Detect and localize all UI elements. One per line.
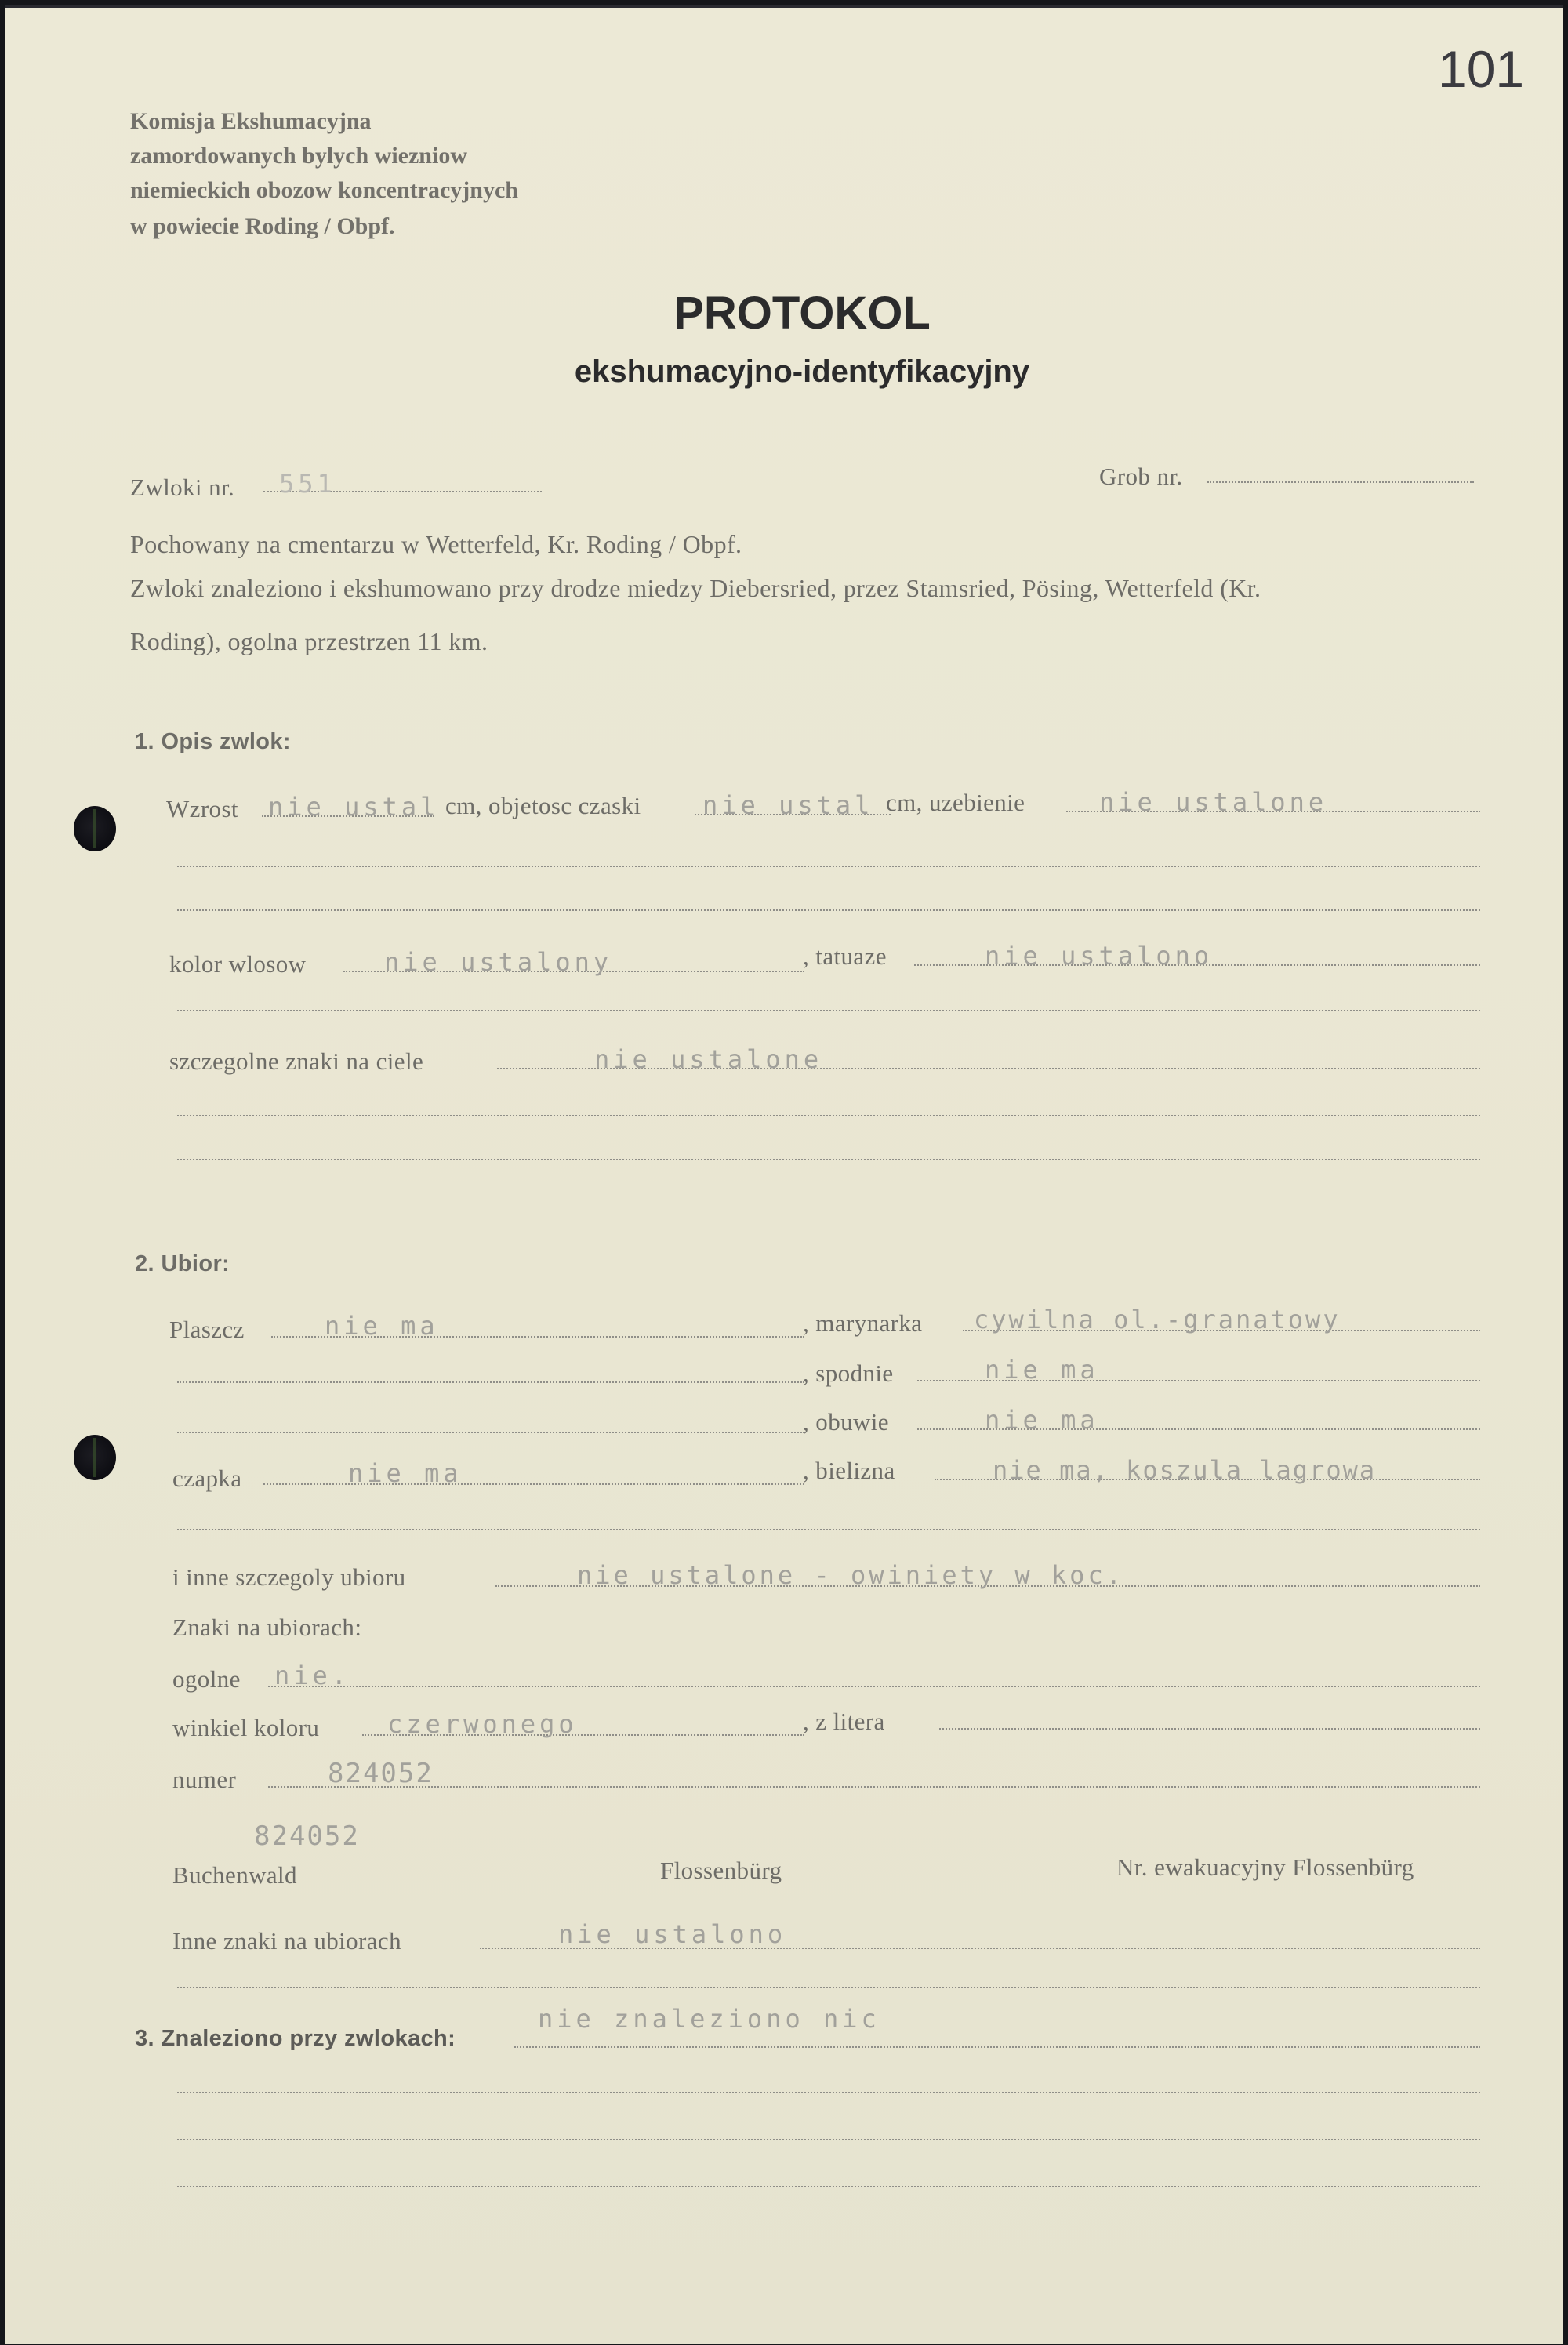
inne-value: nie ustalone - owiniety w koc. [577, 1560, 1124, 1590]
spodnie-value: nie ma [985, 1355, 1099, 1385]
winkiel-label: winkiel koloru [172, 1714, 320, 1741]
uzebienie-label: cm, uzebienie [886, 789, 1025, 816]
cm-label: cm, objetosc czaski [445, 792, 641, 819]
blank-line-7 [177, 1432, 804, 1433]
marynarka-label: , marynarka [803, 1309, 923, 1337]
blank-line-4 [177, 1115, 1480, 1116]
ogolne-value: nie. [274, 1661, 351, 1690]
numer-field-line [268, 1786, 1480, 1788]
flossenburg-label: Flossenbürg [660, 1857, 782, 1884]
obuwie-value: nie ma [985, 1405, 1099, 1435]
buchenwald-label: Buchenwald [172, 1861, 297, 1889]
ogolne-label: ogolne [172, 1665, 241, 1693]
plaszcz-value: nie ma [325, 1311, 439, 1341]
section-3-value: nie znaleziono nic [538, 2004, 880, 2034]
inne-znaki-value: nie ustalono [558, 1919, 787, 1949]
blank-line-2 [177, 909, 1480, 911]
page-number: 101 [1438, 40, 1525, 98]
inne-label: i inne szczegoly ubioru [172, 1563, 406, 1591]
kolor-label: kolor wlosow [169, 950, 307, 978]
czapka-field-line [263, 1483, 804, 1485]
section-2-heading: 2. Ubior: [135, 1251, 230, 1276]
marynarka-value: cywilna ol.-granatowy [974, 1305, 1341, 1334]
form-title: PROTOKOL [673, 288, 931, 339]
bielizna-label: , bielizna [803, 1457, 895, 1484]
burial-line-1: Pochowany na cmentarzu w Wetterfeld, Kr. Roding / Obpf. [130, 530, 742, 558]
zwloki-label: Zwloki nr. [130, 474, 235, 501]
litera-field-line [939, 1728, 1480, 1730]
czapka-label: czapka [172, 1465, 242, 1492]
blank-line-10 [177, 2092, 1480, 2093]
blank-line-3 [177, 1010, 1480, 1011]
wzrost-value: nie ustal [268, 792, 440, 822]
blank-line-5 [177, 1159, 1480, 1160]
punch-hole-icon [74, 1435, 116, 1480]
znaki-label: szczegolne znaki na ciele [169, 1047, 424, 1075]
blank-line-6 [177, 1381, 804, 1383]
blank-line-11 [177, 2139, 1480, 2140]
uzebienie-value: nie ustalone [1099, 787, 1328, 817]
bielizna-value: nie ma, koszula lagrowa [993, 1455, 1377, 1485]
blank-line-12 [177, 2186, 1480, 2187]
tatuaze-value: nie ustalono [985, 941, 1214, 971]
section-3-heading: 3. Znaleziono przy zwlokach: [135, 2026, 456, 2051]
burial-line-2: Zwloki znaleziono i ekshumowano przy drodze miedzy Diebersried, przez Stamsried, Pösing, Wetterfeld (Kr. [130, 574, 1261, 602]
zwloki-value: 551 [279, 469, 336, 499]
blank-line-8 [177, 1529, 1480, 1530]
tatuaze-label: , tatuaze [803, 942, 887, 970]
header-line-3: niemieckich obozow koncentracyjnych [130, 177, 518, 203]
ogolne-field-line [268, 1686, 1480, 1687]
form-sheet [5, 5, 1563, 2344]
section-1-heading: 1. Opis zwlok: [135, 729, 291, 754]
znaki-value: nie ustalone [594, 1044, 823, 1074]
buchenwald-number: 824052 [254, 1820, 360, 1852]
litera-label: , z litera [803, 1708, 885, 1735]
czaski-value: nie ustal [702, 790, 874, 820]
wzrost-label: Wzrost [166, 795, 238, 822]
punch-hole-icon [74, 806, 116, 851]
czapka-value: nie ma [348, 1458, 463, 1488]
header-line-4: w powiecie Roding / Obpf. [130, 213, 395, 239]
spodnie-label: , spodnie [803, 1359, 894, 1387]
winkiel-value: czerwonego [387, 1709, 578, 1739]
blank-line-1 [177, 866, 1480, 867]
plaszcz-label: Plaszcz [169, 1316, 245, 1343]
numer-value: 824052 [328, 1758, 434, 1789]
znaki-ubior-label: Znaki na ubiorach: [172, 1614, 362, 1641]
obuwie-label: , obuwie [803, 1408, 889, 1436]
ewak-label: Nr. ewakuacyjny Flossenbürg [1116, 1853, 1414, 1881]
section-3-field-line [514, 2046, 1480, 2048]
grob-field-line [1207, 481, 1474, 483]
kolor-value: nie ustalony [384, 947, 613, 977]
numer-label: numer [172, 1766, 237, 1793]
inne-znaki-label: Inne znaki na ubiorach [172, 1927, 401, 1955]
header-line-2: zamordowanych bylych wiezniow [130, 143, 467, 169]
header-line-1: Komisja Ekshumacyjna [130, 108, 372, 134]
grob-label: Grob nr. [1099, 463, 1183, 490]
form-subtitle: ekshumacyjno-identyfikacyjny [574, 354, 1030, 389]
burial-line-3: Roding), ogolna przestrzen 11 km. [130, 627, 488, 655]
blank-line-9 [177, 1987, 1480, 1988]
